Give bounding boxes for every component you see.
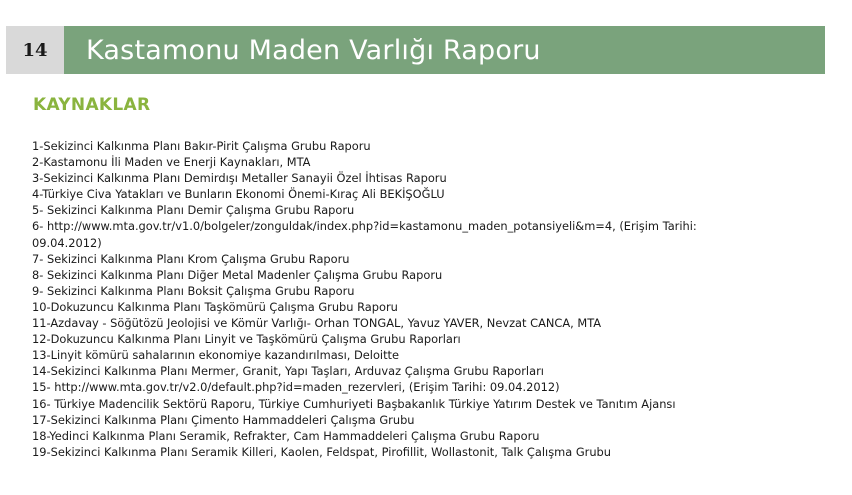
report-title: Kastamonu Maden Varlığı Raporu [64, 26, 825, 74]
reference-item: 19-Sekizinci Kalkınma Planı Seramik Killeri, Kaolen, Feldspat, Pirofillit, Wollastonit, Talk Çalışma Grubu [32, 444, 612, 459]
reference-item: 6- http://www.mta.gov.tr/v1.0/bolgeler/zonguldak/index.php?id=kastamonu_maden_potansiyeli&m=4, (Erişim Tarihi: 09.04.2012) [32, 219, 697, 250]
reference-item: 10-Dokuzuncu Kalkınma Planı Taşkömürü Çalışma Grubu Raporu [32, 299, 398, 314]
page-header [6, 26, 825, 74]
reference-item: 2-Kastamonu İli Maden ve Enerji Kaynakları, MTA [32, 155, 311, 170]
reference-item: 14-Sekizinci Kalkınma Planı Mermer, Granit, Yapı Taşları, Arduvaz Çalışma Grubu Raporları [32, 364, 544, 379]
reference-item: 15- http://www.mta.gov.tr/v2.0/default.php?id=maden_rezervleri, (Erişim Tarihi: 09.04.2012) [32, 380, 560, 395]
reference-list [32, 138, 752, 460]
reference-item: 13-Linyit kömürü sahalarının ekonomiye kazandırılması, Deloitte [32, 348, 400, 363]
reference-item: 5- Sekizinci Kalkınma Planı Demir Çalışma Grubu Raporu [32, 203, 355, 218]
reference-item: 3-Sekizinci Kalkınma Planı Demirdışı Metaller Sanayii Özel İhtisas Raporu [32, 171, 447, 186]
reference-item: 18-Yedinci Kalkınma Planı Seramik, Refrakter, Cam Hammaddeleri Çalışma Grubu Raporu [32, 428, 540, 443]
reference-item: 1-Sekizinci Kalkınma Planı Bakır-Pirit Çalışma Grubu Raporu [32, 139, 371, 153]
reference-item: 12-Dokuzuncu Kalkınma Planı Linyit ve Taşkömürü Çalışma Grubu Raporları [32, 332, 461, 347]
reference-item: 8- Sekizinci Kalkınma Planı Diğer Metal Madenler Çalışma Grubu Raporu [32, 267, 443, 282]
section-heading: KAYNAKLAR [33, 95, 151, 115]
reference-item: 9- Sekizinci Kalkınma Planı Boksit Çalışma Grubu Raporu [32, 283, 355, 298]
reference-item: 4-Türkiye Civa Yatakları ve Bunların Ekonomi Önemi-Kıraç Ali BEKİŞOĞLU [32, 187, 445, 202]
reference-item: 17-Sekizinci Kalkınma Planı Çimento Hammaddeleri Çalışma Grubu [32, 412, 415, 427]
page-number: 14 [6, 26, 64, 74]
reference-item: 16- Türkiye Madencilik Sektörü Raporu, Türkiye Cumhuriyeti Başbakanlık Türkiye Yatırım Destek ve Tanıtım Ajansı [32, 396, 676, 411]
reference-item: 7- Sekizinci Kalkınma Planı Krom Çalışma Grubu Raporu [32, 251, 350, 266]
reference-item: 11-Azdavay - Söğütözü Jeolojisi ve Kömür Varlığı- Orhan TONGAL, Yavuz YAVER, Nevzat CANCA, MTA [32, 316, 602, 331]
